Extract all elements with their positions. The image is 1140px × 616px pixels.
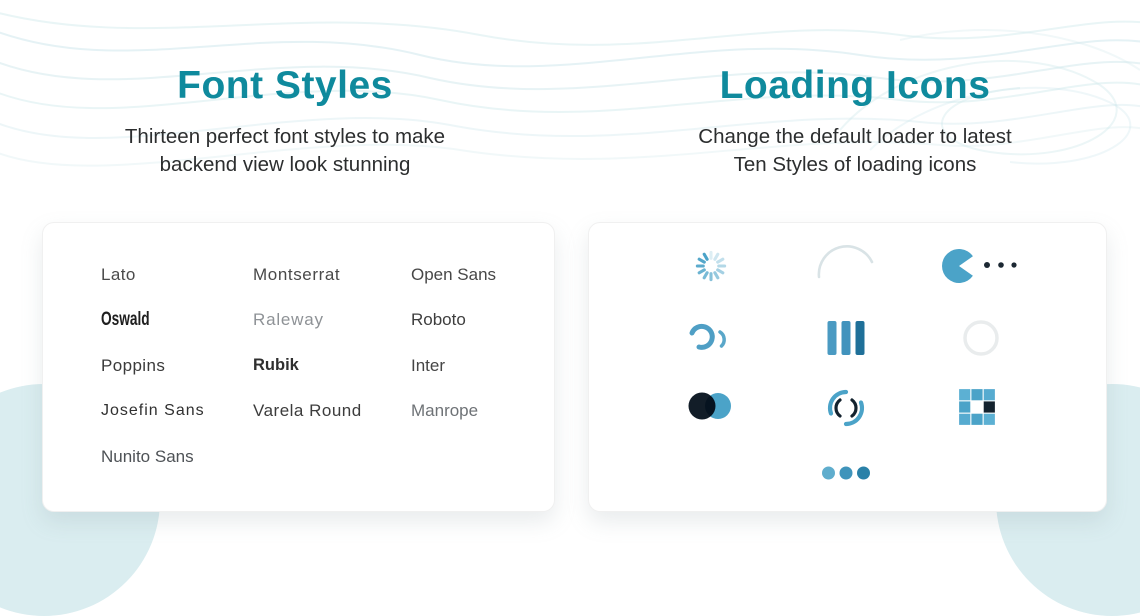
font-styles-subtitle-line1: Thirteen perfect font styles to make [124,125,446,148]
thin-arc-spinner-icon [816,242,876,284]
line-spinner-icon [691,246,731,286]
font-item-oswald: Oswald [101,309,150,331]
double-arc-spinner-icon [685,315,731,361]
font-item-manrope: Manrope [411,401,479,421]
loading-icons-subtitle [570,123,1140,178]
font-item-inter: Inter [411,355,446,375]
font-item-roboto: Roboto [411,310,466,330]
font-item-josefin-sans: Josefin Sans [101,402,205,420]
loading-icons-subtitle-line1: Change the default loader to latest [698,125,1012,148]
loading-icons-subtitle-line2: Ten Styles of loading icons [733,152,977,176]
font-item-poppins: Poppins [101,355,166,375]
font-item-montserrat: Montserrat [253,264,341,284]
ring-loader-icon [961,318,1001,358]
three-dots-loader-icon [820,463,872,483]
font-item-varela-round: Varela Round [253,401,362,421]
font-styles-card [42,222,555,512]
font-item-raleway: Raleway [253,310,324,330]
vertical-bars-loader-icon [822,318,870,358]
grid-squares-loader-icon [958,388,996,426]
font-styles-section [0,0,570,178]
font-item-rubik: Rubik [253,356,299,375]
font-item-lato: Lato [101,264,136,284]
dual-ball-loader-icon [683,390,737,422]
font-item-open-sans: Open Sans [411,264,497,284]
font-styles-subtitle-line2: backend view look stunning [159,152,411,176]
font-styles-subtitle [0,123,570,178]
font-list [43,223,554,480]
pacman-loader-icon [937,246,1021,286]
font-item-nunito-sans: Nunito Sans [101,446,194,466]
loading-icons-title: Loading Icons [719,64,991,107]
loading-icons-section [570,0,1140,178]
dual-arcs-spinner-icon [824,386,868,430]
loading-icons-card [588,222,1107,512]
font-styles-title: Font Styles [177,64,393,107]
